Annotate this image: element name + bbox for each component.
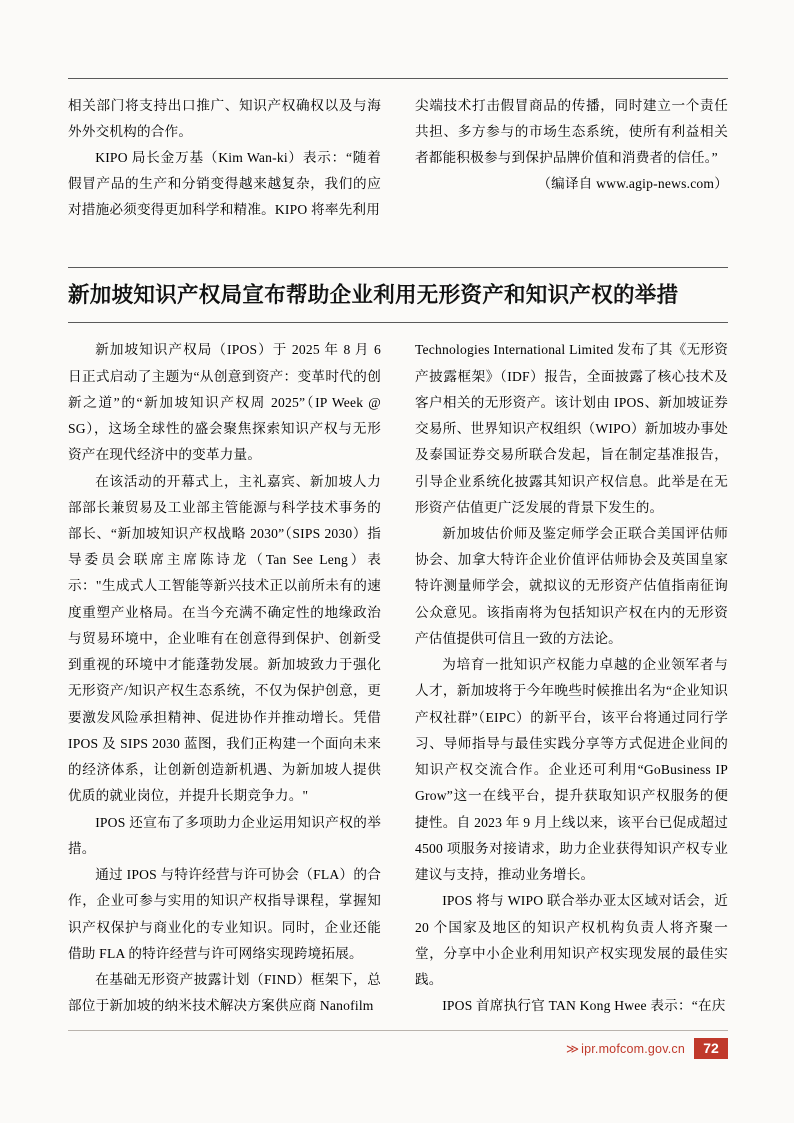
footer-website-url: ipr.mofcom.gov.cn: [581, 1041, 685, 1056]
paragraph: 新加坡估价师及鉴定师学会正联合美国评估师协会、加拿大特许企业价值评估师协会及英国皇家特许测量师学会，就拟议的无形资产估值指南征询公众意见。该指南将为包括知识产权在内的无形资产估值提供可信且一致的方法论。: [415, 525, 728, 646]
paragraph: 通过 IPOS 与特许经营与许可协会（FLA）的合作，企业可参与实用的知识产权指导课程，掌握知识产权保护与商业化的专业知识。同时，企业还能借助 FLA 的特许经营与许可网络实现跨境拓展。: [68, 867, 381, 961]
paragraph: 尖端技术打击假冒商品的传播，同时建立一个责任共担、多方参与的市场生态系统，使所有利益相关者都能积极参与到保护品牌价值和消费者的信任。”: [415, 98, 728, 166]
continued-left-column: [68, 93, 381, 223]
page-footer: [68, 1038, 728, 1059]
continued-article-columns: [68, 93, 728, 223]
paragraph: 在基础无形资产披露计划（FIND）框架下，总部位于新加坡的纳米技术解决方案供应商 Nanofilm: [68, 971, 381, 1014]
article-left-column: [68, 337, 381, 1019]
chevron-right-icon: ≫: [566, 1042, 579, 1056]
source-attribution: （编译自 www.agip-news.com）: [537, 176, 728, 192]
paragraph: Technologies International Limited 发布了其《无形资产披露框架》（IDF）报告，全面披露了核心技术及客户相关的无形资产。该计划由 IPOS、新加坡证券交易所、世界知识产权组织（WIPO）新加坡办事处及泰国证券交易所联合发起，旨在制定基准报告，引导企业系统化披露其知识产权信息。此举是在无形资产估值更广泛发展的背景下发生的。: [415, 342, 728, 515]
footer-divider: [68, 1030, 728, 1031]
top-divider: [68, 78, 728, 79]
page-content: [68, 78, 728, 1019]
paragraph: 在该活动的开幕式上，主礼嘉宾、新加坡人力部部长兼贸易及工业部主管能源与科学技术事务的部长、“新加坡知识产权战略 2030”（SIPS 2030）指导委员会联席主席陈诗龙（Tan See Leng）表示："生成式人工智能等新兴技术正以前所未有的速度重塑产业格局。在当今充满不确定性的地缘政治与贸易环境中，企业唯有在创意得到保护、创新受到重视的环境中才能蓬勃发展。新加坡致力于强化无形资产/知识产权生态系统，不仅为保护创意，更要激发风险承担精神、促进协作并推动增长。凭借 IPOS 及 SIPS 2030 蓝图，我们正构建一个面向未来的经济体系，让创新创造新机遇、为新加坡人提供优质的就业岗位，并提升长期竞争力。": [68, 473, 381, 804]
paragraph: 新加坡知识产权局（IPOS）于 2025 年 8 月 6 日正式启动了主题为“从创意到资产：变革时代的创新之道”的“新加坡知识产权周 2025”（IP Week @ SG），这场全球性的盛会聚焦探索知识产权与无形资产在现代经济中的变革力量。: [68, 342, 381, 463]
paragraph: KIPO 局长金万基（Kim Wan-ki）表示：“随着假冒产品的生产和分销变得越来越复杂，我们的应对措施必须变得更加科学和精准。KIPO 将率先利用: [68, 150, 381, 218]
paragraph: IPOS 首席执行官 TAN Kong Hwee 表示：“在庆: [442, 998, 726, 1014]
continued-right-column: [415, 93, 728, 197]
article-columns: [68, 337, 728, 1019]
paragraph: 相关部门将支持出口推广、知识产权确权以及与海外外交机构的合作。: [68, 98, 381, 140]
article-right-column: [415, 337, 728, 1019]
page-title: 新加坡知识产权局宣布帮助企业利用无形资产和知识产权的举措: [68, 283, 679, 308]
paragraph: IPOS 还宣布了多项助力企业运用知识产权的举措。: [68, 814, 381, 856]
article-headline-band: [68, 267, 728, 323]
paragraph: IPOS 将与 WIPO 联合举办亚太区域对话会，近 20 个国家及地区的知识产权机构负责人将齐聚一堂，分享中小企业利用知识产权实现发展的最佳实践。: [415, 893, 728, 987]
page-number: 72: [694, 1038, 728, 1059]
paragraph: 为培育一批知识产权能力卓越的企业领军者与人才，新加坡将于今年晚些时候推出名为“企业知识产权社群”（EIPC）的新平台，该平台将通过同行学习、导师指导与最佳实践分享等方式促进企业间的知识产权交流合作。企业还可利用“GoBusiness IP Grow”这一在线平台，提升获取知识产权服务的便捷性。自 2023 年 9 月上线以来，该平台已促成超过 4500 项服务对接请求，助力企业获得知识产权专业建议与支持，推动业务增长。: [415, 657, 728, 883]
